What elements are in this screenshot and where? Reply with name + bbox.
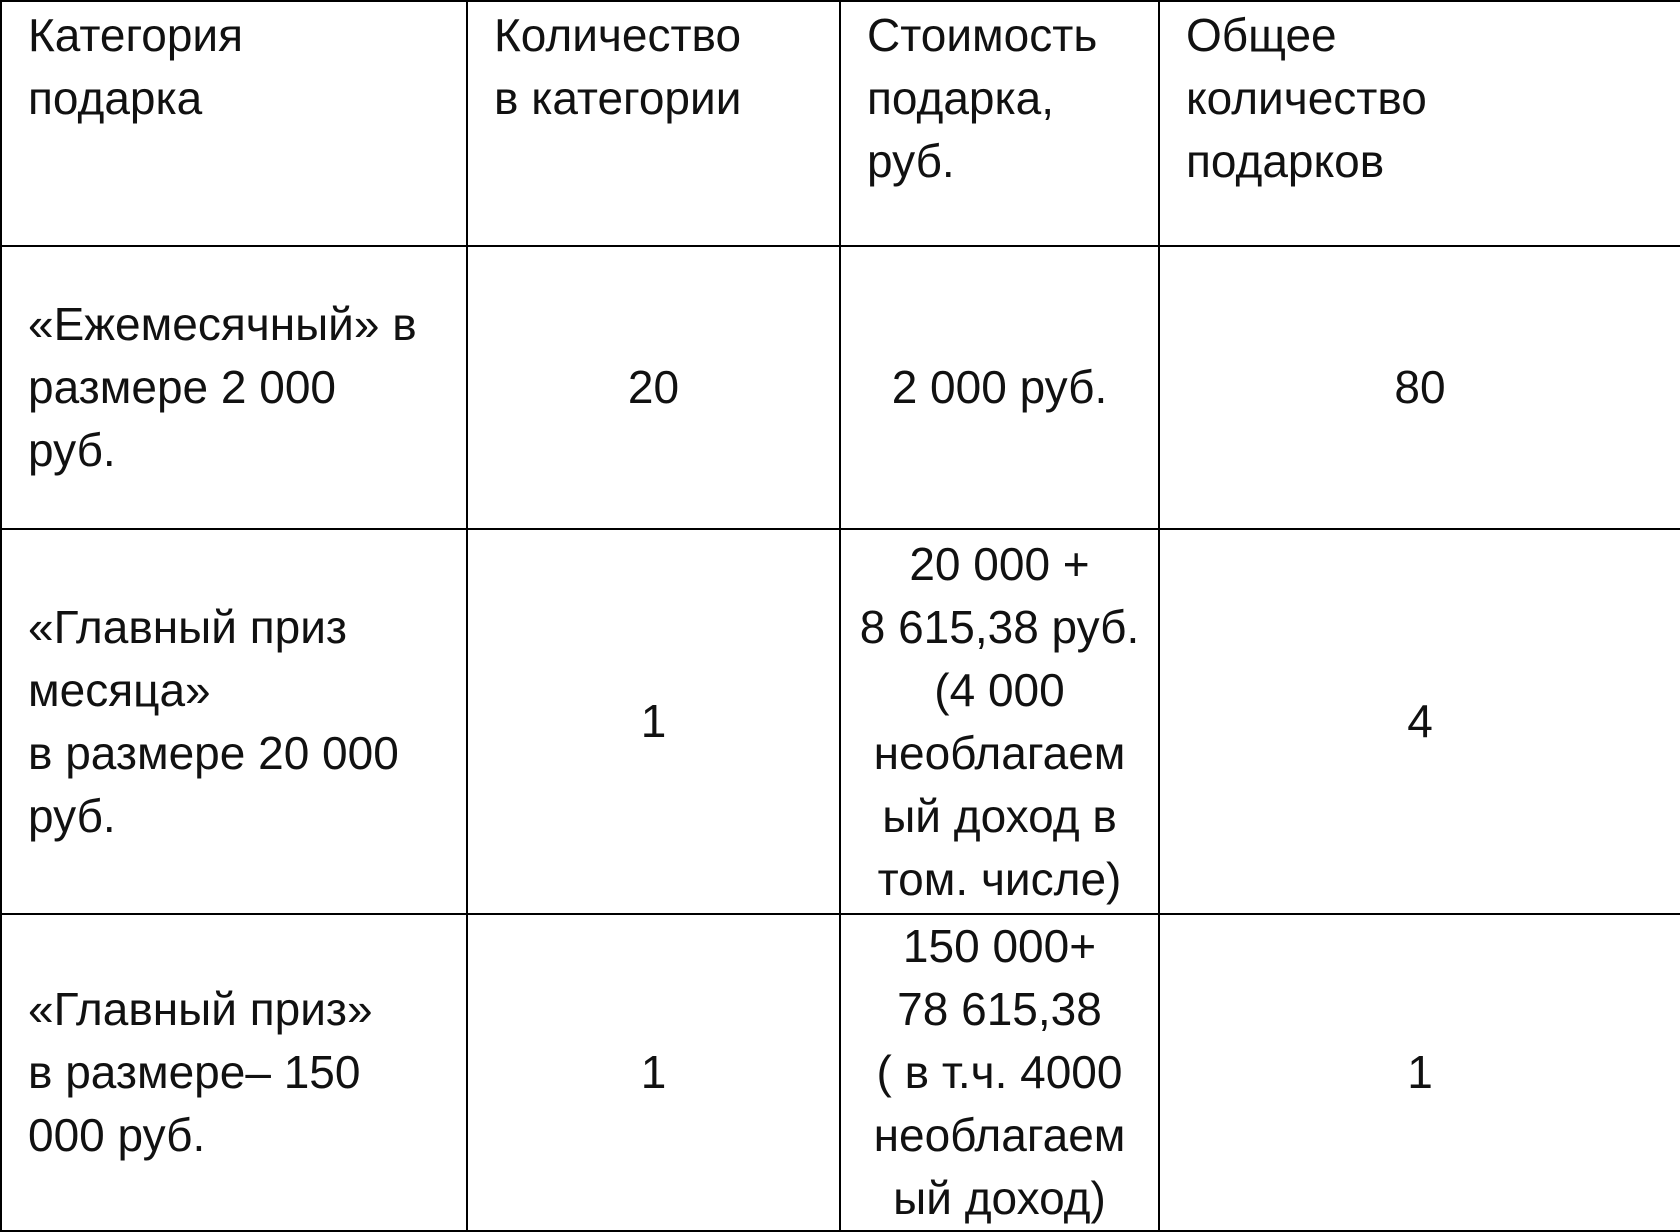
- cell-text-line: руб.: [28, 424, 116, 476]
- header-text-line: подарка,: [867, 72, 1054, 124]
- cell-text-line: размере 2 000: [28, 361, 337, 413]
- cell-text-line: месяца»: [28, 663, 211, 716]
- header-text-line: Общее: [1186, 9, 1337, 61]
- cell-text-line: том. числе): [877, 852, 1122, 905]
- header-count: [467, 1, 840, 246]
- header-total: [1159, 1, 1680, 246]
- header-cost: [840, 1, 1159, 246]
- cell-count: 20: [467, 246, 840, 529]
- cell-text-line: «Главный приз»: [28, 983, 373, 1035]
- cell-total: 1: [1159, 914, 1680, 1231]
- cell-text-line: 000 руб.: [28, 1109, 206, 1161]
- cell-text-line: «Ежемесячный» в: [28, 298, 417, 350]
- header-text-line: подарков: [1186, 135, 1385, 187]
- cell-cost: [840, 246, 1159, 529]
- cell-total: 80: [1159, 246, 1680, 529]
- table-header-row: [1, 1, 1680, 246]
- cell-text-line: ый доход в: [882, 789, 1117, 842]
- cell-category: [1, 246, 467, 529]
- cell-text-line: 150 000+: [902, 920, 1097, 972]
- cell-count: 1: [467, 914, 840, 1231]
- header-text-line: в категории: [494, 72, 742, 124]
- cell-text-line: 20 000 +: [909, 537, 1090, 590]
- cell-text-line: 8 615,38 руб.: [859, 600, 1140, 653]
- cell-text-line: 78 615,38: [897, 983, 1102, 1035]
- cell-count: 1: [467, 529, 840, 914]
- cell-text-line: ( в т.ч. 4000: [876, 1046, 1123, 1098]
- cell-text-line: необлагаем: [873, 726, 1126, 779]
- table-row: [1, 529, 1680, 914]
- cell-text-line: руб.: [28, 789, 116, 842]
- header-text-line: руб.: [867, 135, 955, 187]
- header-text-line: Количество: [494, 9, 742, 61]
- header-text-line: количество: [1186, 72, 1427, 124]
- table-row: [1, 914, 1680, 1231]
- header-text-line: подарка: [28, 72, 203, 124]
- cell-text-line: в размере 20 000: [28, 726, 399, 779]
- cell-cost: [840, 914, 1159, 1231]
- cell-category: [1, 529, 467, 914]
- header-category: [1, 1, 467, 246]
- cell-text-line: «Главный приз: [28, 600, 347, 653]
- table-row: [1, 246, 1680, 529]
- cell-text-line: (4 000: [934, 663, 1065, 716]
- cell-text-line: в размере– 150: [28, 1046, 361, 1098]
- header-text-line: Категория: [28, 9, 244, 61]
- cell-total: 4: [1159, 529, 1680, 914]
- cell-text-line: необлагаем: [873, 1109, 1126, 1161]
- cell-category: [1, 914, 467, 1231]
- cell-text-line: ый доход): [893, 1172, 1106, 1224]
- header-text-line: Стоимость: [867, 9, 1098, 61]
- cell-cost: [840, 529, 1159, 914]
- cell-text-line: 2 000 руб.: [891, 361, 1108, 413]
